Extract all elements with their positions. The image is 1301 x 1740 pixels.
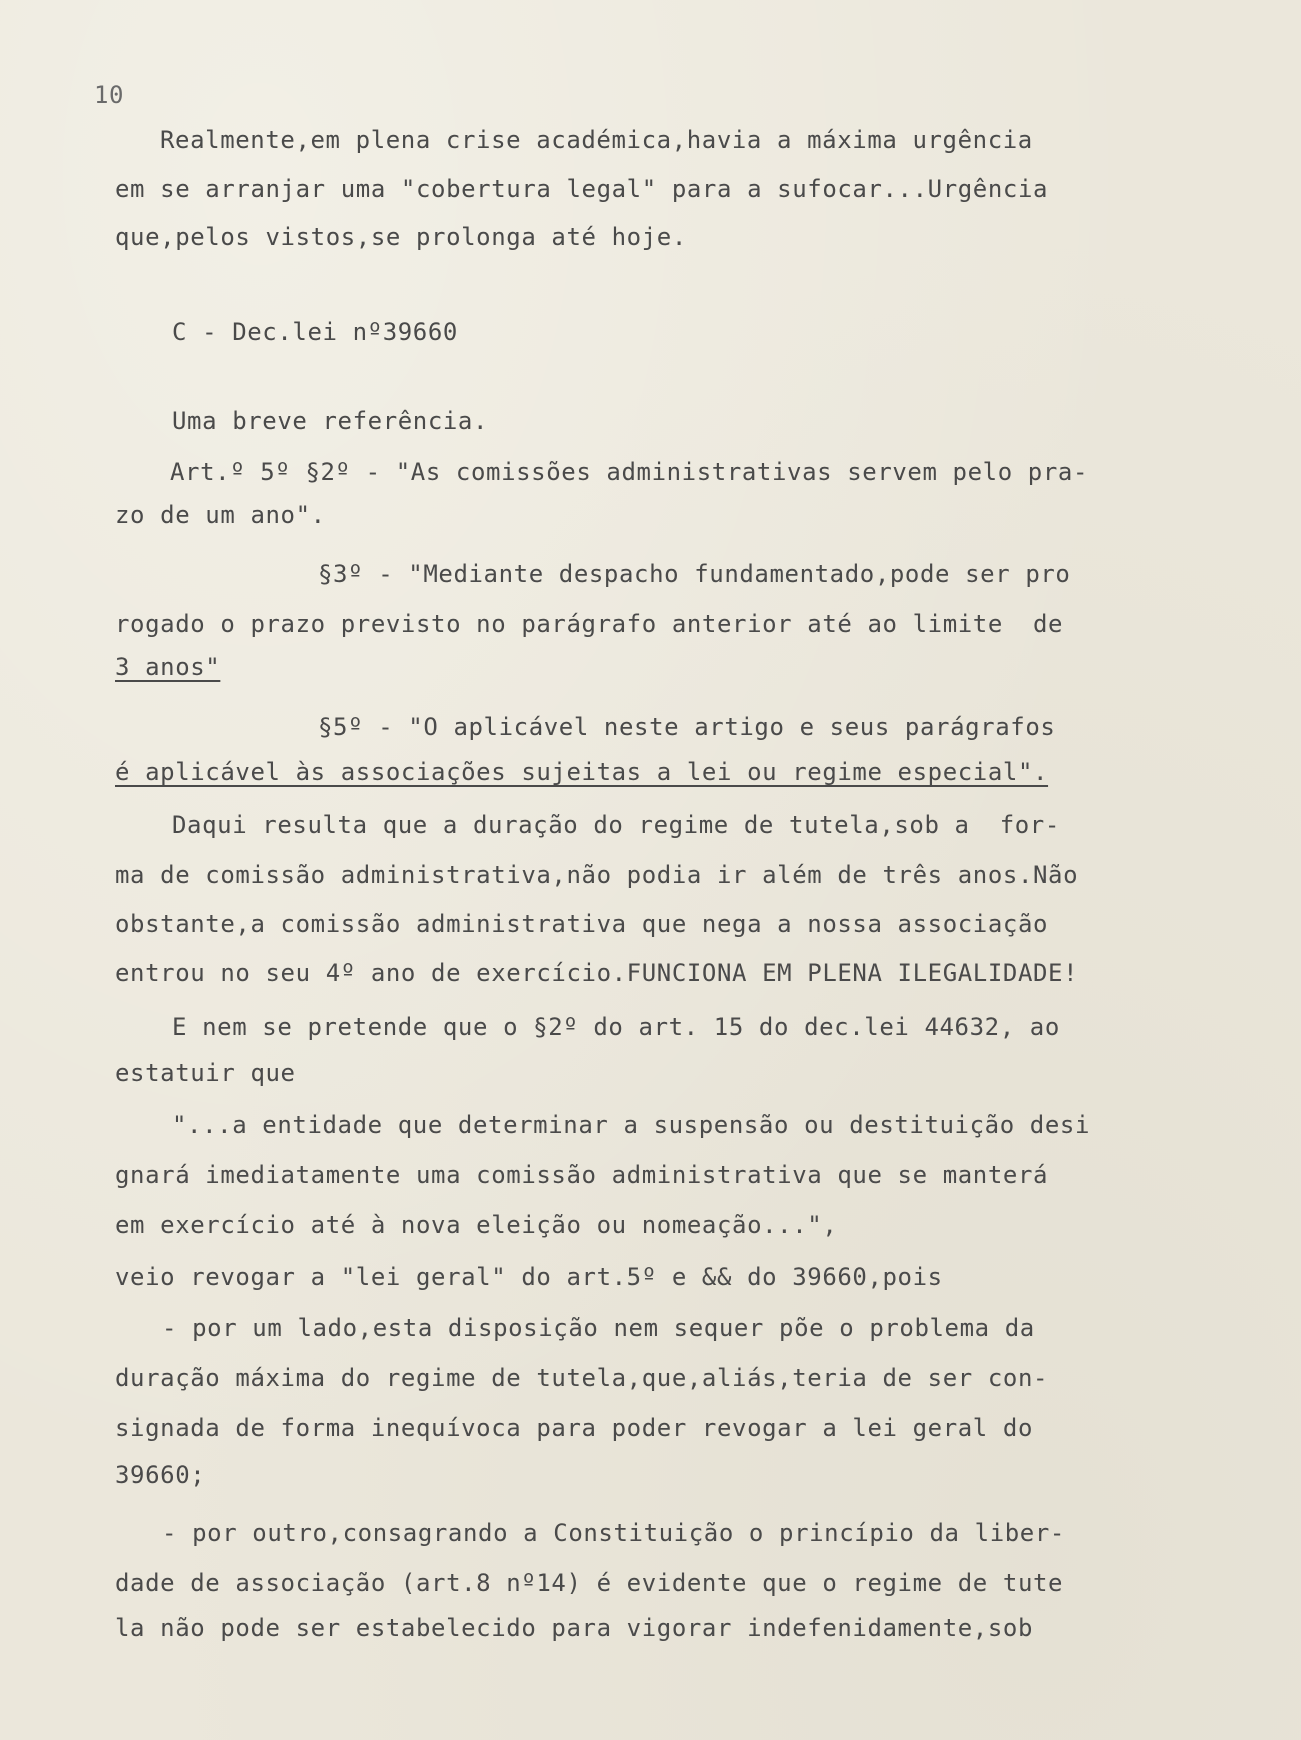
text-line: la não pode ser estabelecido para vigorar indefenidamente,sob <box>115 1614 1034 1642</box>
text-line: 39660; <box>115 1461 206 1489</box>
text-line: signada de forma inequívoca para poder revogar a lei geral do <box>115 1414 1034 1442</box>
page-number: 10 <box>94 81 125 109</box>
text-line: E nem se pretende que o §2º do art. 15 do dec.lei 44632, ao <box>172 1013 1060 1041</box>
text-line: §3º - "Mediante despacho fundamentado,pode ser pro <box>318 560 1071 588</box>
text-line: Art.º 5º §2º - "As comissões administrativas servem pelo pra- <box>170 458 1089 486</box>
text-line: rogado o prazo previsto no parágrafo anterior até ao limite de <box>115 610 1064 638</box>
text-line: obstante,a comissão administrativa que nega a nossa associação <box>115 910 1049 938</box>
quote-line: "...a entidade que determinar a suspensão ou destituição desi <box>172 1111 1091 1139</box>
text-line: duração máxima do regime de tutela,que,aliás,teria de ser con- <box>115 1364 1049 1392</box>
quote-line: gnará imediatamente uma comissão administrativa que se manterá <box>115 1161 1049 1189</box>
text-line: - por um lado,esta disposição nem sequer põe o problema da <box>162 1314 1035 1342</box>
text-line: que,pelos vistos,se prolonga até hoje. <box>115 223 687 251</box>
text-line: - por outro,consagrando a Constituição o princípio da liber- <box>162 1519 1065 1547</box>
text-line: dade de associação (art.8 nº14) é evidente que o regime de tute <box>115 1569 1064 1597</box>
quote-line: em exercício até à nova eleição ou nomeação...", <box>115 1211 838 1239</box>
text-line: é aplicável às associações sujeitas a lei ou regime especial". <box>115 758 1049 786</box>
text-line: 3 anos" <box>115 653 221 681</box>
text-line: Daqui resulta que a duração do regime de tutela,sob a for- <box>172 811 1060 839</box>
text-line: entrou no seu 4º ano de exercício.FUNCIONA EM PLENA ILEGALIDADE! <box>115 959 1079 987</box>
text-line: em se arranjar uma "cobertura legal" para a sufocar...Urgência <box>115 175 1049 203</box>
text-line: §5º - "O aplicável neste artigo e seus parágrafos <box>318 713 1056 741</box>
text-line: Uma breve referência. <box>172 407 489 435</box>
text-line: estatuir que <box>115 1059 296 1087</box>
text-line: ma de comissão administrativa,não podia ir além de três anos.Não <box>115 861 1079 889</box>
text-line: zo de um ano". <box>115 501 326 529</box>
text-line: Realmente,em plena crise académica,havia a máxima urgência <box>160 126 1033 154</box>
text-line: veio revogar a "lei geral" do art.5º e && do 39660,pois <box>115 1263 943 1291</box>
section-heading: C - Dec.lei nº39660 <box>172 318 458 346</box>
